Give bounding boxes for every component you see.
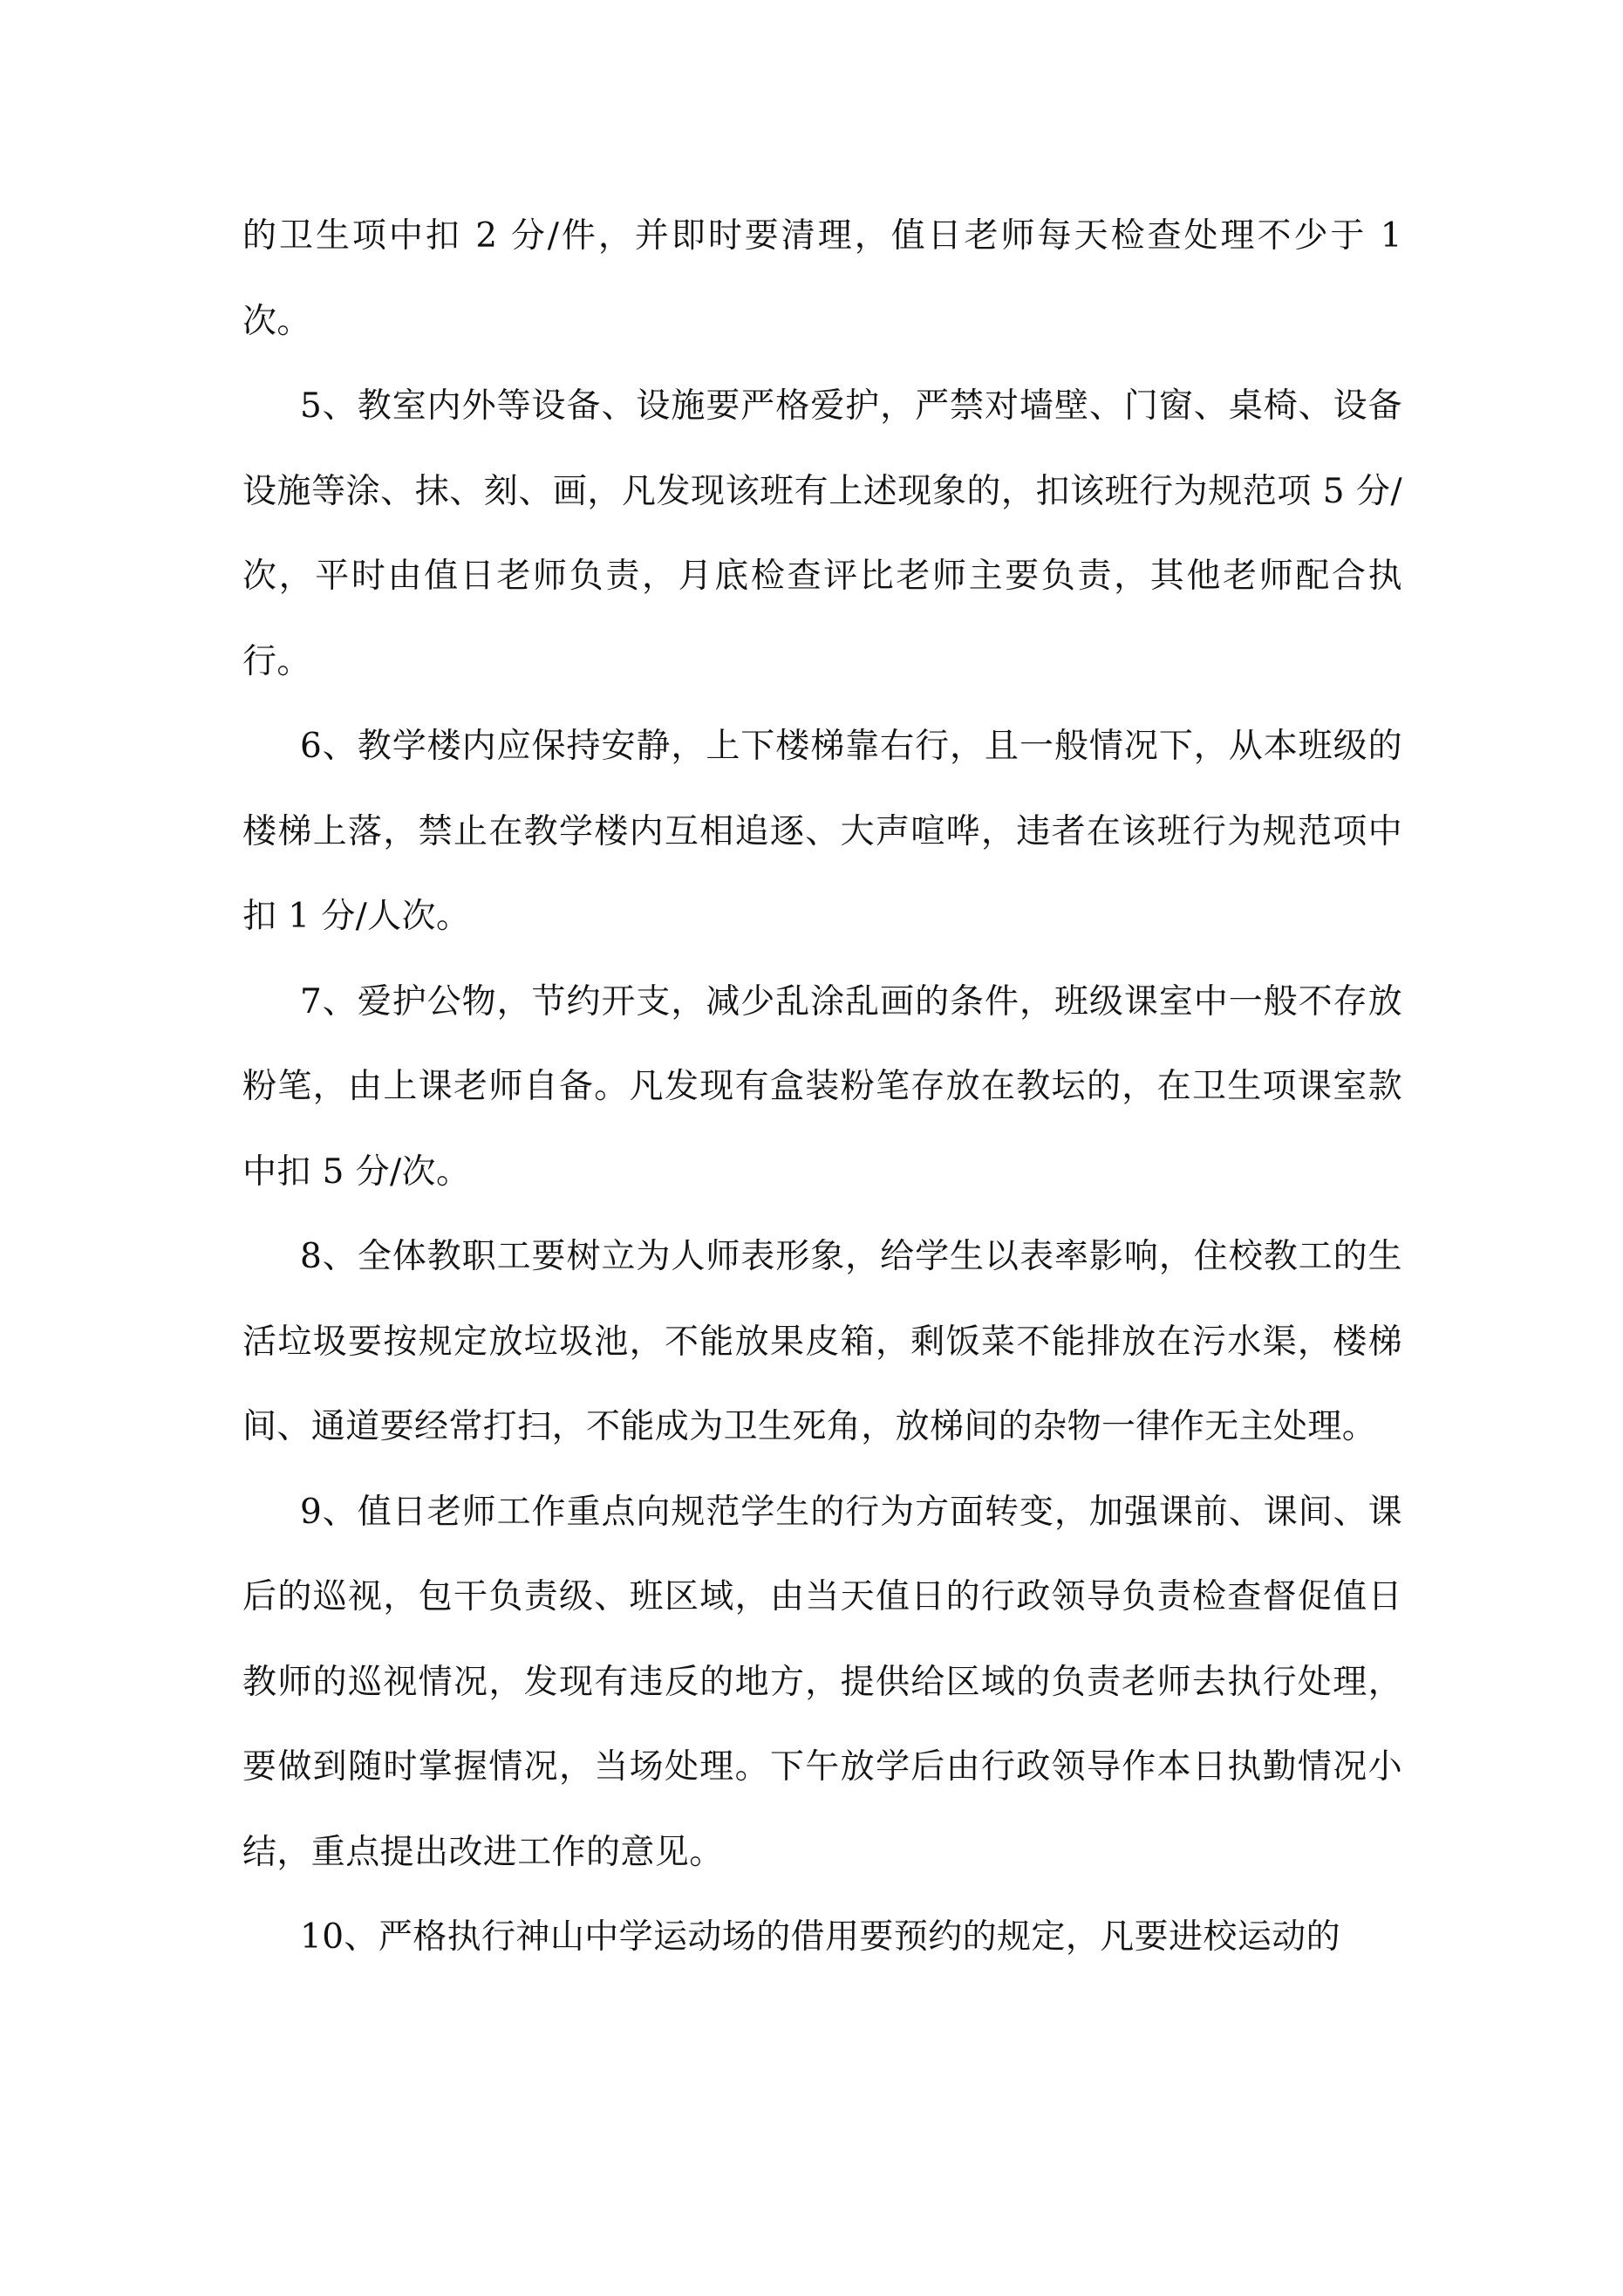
paragraph-rule-7: 7、爱护公物，节约开支，减少乱涂乱画的条件，班级课室中一般不存放粉笔，由上课老师自备。凡发现有盒装粉笔存放在教坛的，在卫生项课室款中扣 5 分/次。 xyxy=(242,981,1402,1192)
paragraph-rule-6: 6、教学楼内应保持安静，上下楼梯靠右行，且一般情况下，从本班级的楼梯上落，禁止在教学楼内互相追逐、大声喧哗，违者在该班行为规范项中扣 1 分/人次。 xyxy=(242,727,1402,936)
document-page xyxy=(242,194,1402,1980)
paragraph-rule-10: 10、严格执行神山中学运动场的借用要预约的规定，凡要进校运动的 xyxy=(300,1917,1341,1957)
paragraph-continuation: 的卫生项中扣 2 分/件，并即时要清理，值日老师每天检查处理不少于 1 次。 xyxy=(242,216,1402,341)
paragraph-rule-8: 8、全体教职工要树立为人师表形象，给学生以表率影响，住校教工的生活垃圾要按规定放垃圾池，不能放果皮箱，剩饭菜不能排放在污水渠，楼梯间、通道要经常打扫，不能成为卫生死角，放梯间的杂物一律作无主处理。 xyxy=(242,1237,1402,1446)
paragraph-rule-5: 5、教室内外等设备、设施要严格爱护，严禁对墙壁、门窗、桌椅、设备设施等涂、抹、刻、画，凡发现该班有上述现象的，扣该班行为规范项 5 分/次，平时由值日老师负责，月底检查评比老师主要负责，其他老师配合执行。 xyxy=(242,386,1402,681)
paragraph-rule-9: 9、值日老师工作重点向规范学生的行为方面转变，加强课前、课间、课后的巡视，包干负责级、班区域，由当天值日的行政领导负责检查督促值日教师的巡视情况，发现有违反的地方，提供给区域的负责老师去执行处理，要做到随时掌握情况，当场处理。下午放学后由行政领导作本日执勤情况小结，重点提出改进工作的意见。 xyxy=(242,1492,1402,1872)
